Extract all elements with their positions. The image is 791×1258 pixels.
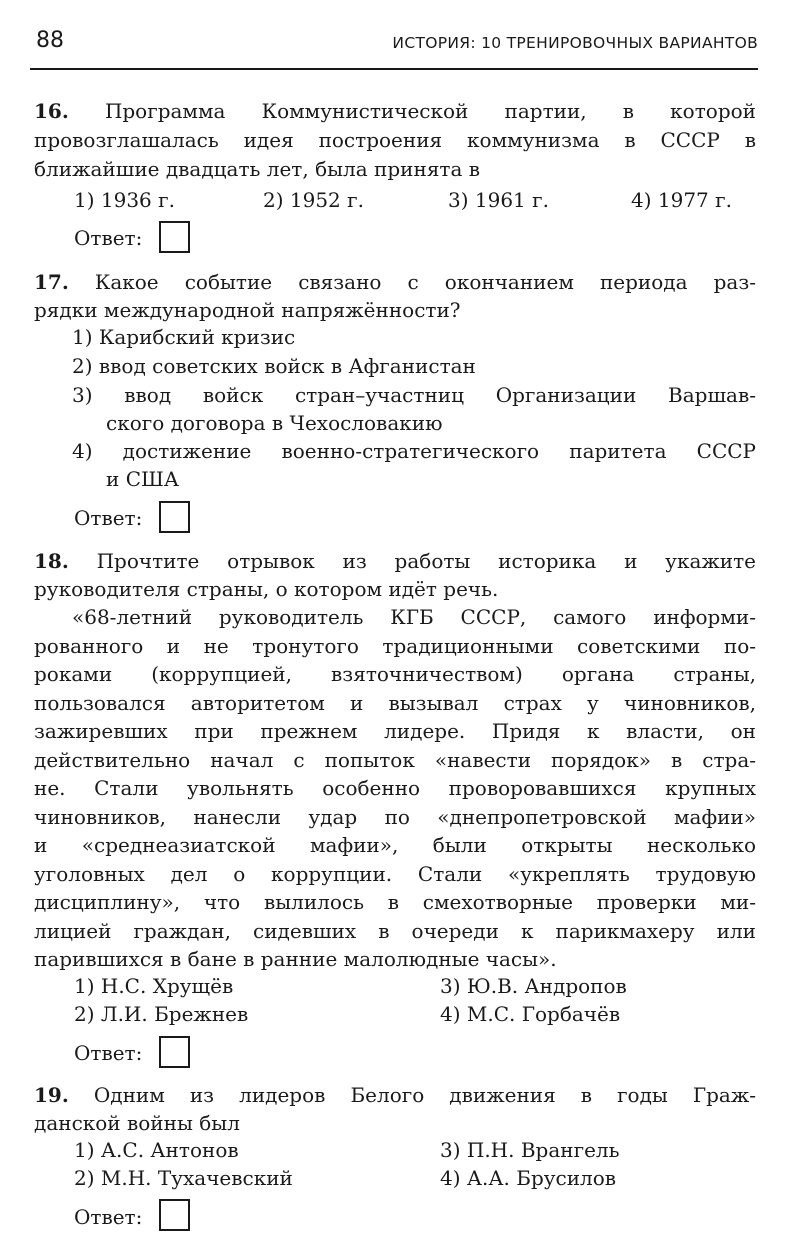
q18-number: 18.	[34, 549, 69, 573]
q16-option-2: 2) 1952 г.	[263, 188, 364, 212]
q19-number: 19.	[34, 1083, 69, 1107]
q18-quote-line-13: парившихся в бане в ранние малолюдные часы».	[34, 947, 557, 971]
q18-option-4: 4) М.С. Горбачёв	[440, 1002, 621, 1026]
q18-quote-line-4: пользовался авторитетом и вызывал страх у чиновников,	[34, 691, 756, 715]
page-number: 88	[36, 28, 64, 53]
q16-options	[34, 186, 756, 214]
q16-answer-box[interactable]	[159, 221, 190, 253]
q18-quote-line-10: уголовных дел о коррупции. Стали «укреплять трудовую	[34, 862, 756, 886]
q19-option-2: 2) М.Н. Тухачевский	[74, 1166, 293, 1190]
q19-option-4: 4) А.А. Брусилов	[440, 1166, 617, 1190]
q18-option-1: 1) Н.С. Хрущёв	[74, 974, 234, 998]
q17-option-4-cont: и США	[106, 467, 179, 491]
q17-answer-label: Ответ:	[74, 506, 143, 530]
q19-line-2: данской войны был	[34, 1111, 240, 1135]
q19-option-3: 3) П.Н. Врангель	[440, 1138, 620, 1162]
q18-quote-line-3: роками (коррупцией, взяточничеством) органа страны,	[34, 662, 756, 686]
q17-line-2: рядки международной напряжённости?	[34, 298, 461, 322]
q17-option-2: 2) ввод советских войск в Афганистан	[72, 354, 476, 378]
q18-quote-line-9: и «среднеазиатской мафии», были открыты несколько	[34, 833, 756, 857]
q16-option-3: 3) 1961 г.	[448, 188, 549, 212]
q16-number: 16.	[34, 99, 69, 123]
q17-option-4: 4) достижение военно-стратегического паритета СССР	[72, 439, 757, 463]
q18-answer-box[interactable]	[159, 1036, 190, 1068]
q19-answer-box[interactable]	[159, 1199, 190, 1231]
q18-option-3: 3) Ю.В. Андропов	[440, 974, 627, 998]
q17-option-3: 3) ввод войск стран–участниц Организации Варшав-	[72, 383, 756, 407]
q16-line-3: ближайшие двадцать лет, была принята в	[34, 157, 481, 181]
q19-options-row-2	[34, 1164, 756, 1192]
q17-line-1: 17. Какое событие связано с окончанием периода раз-	[34, 270, 756, 294]
q19-line-1: 19. Одним из лидеров Белого движения в годы Граж-	[34, 1083, 757, 1107]
q16-line-2: провозглашалась идея построения коммунизма в СССР в	[34, 128, 756, 152]
q18-line-1: 18. Прочтите отрывок из работы историка и укажите	[34, 549, 757, 573]
q16-option-1: 1) 1936 г.	[74, 188, 175, 212]
q16-answer-label: Ответ:	[74, 226, 143, 250]
q16-line-1: 16. Программа Коммунистической партии, в которой	[34, 99, 757, 123]
q19-answer-label: Ответ:	[74, 1205, 143, 1229]
q18-line-2: руководителя страны, о котором идёт речь.	[34, 577, 499, 601]
q18-answer-label: Ответ:	[74, 1041, 143, 1065]
q18-quote-line-11: дисциплину», что вылилось в смехотворные проверки ми-	[34, 890, 756, 914]
page-header	[30, 24, 758, 70]
q18-quote-line-1: «68-летний руководитель КГБ СССР, самого информи-	[72, 605, 756, 629]
q17-option-3-cont: ского договора в Чехословакию	[106, 411, 443, 435]
running-title: ИСТОРИЯ: 10 ТРЕНИРОВОЧНЫХ ВАРИАНТОВ	[392, 34, 758, 52]
q16-option-4: 4) 1977 г.	[631, 188, 732, 212]
q18-quote-line-6: действительно начал с попыток «навести порядок» в стра-	[34, 748, 756, 772]
q18-quote-line-7: не. Стали увольнять особенно проворовавшихся крупных	[34, 776, 756, 800]
q18-quote-line-12: лицией граждан, сидевших в очереди к парикмахеру или	[34, 919, 756, 943]
q18-quote-line-2: рованного и не тронутого традиционными советскими по-	[34, 634, 756, 658]
q18-options-row-2	[34, 1000, 756, 1028]
q17-number: 17.	[34, 270, 69, 294]
q17-answer-box[interactable]	[159, 501, 190, 533]
q18-options-row-1	[34, 972, 756, 1000]
q19-options-row-1	[34, 1136, 756, 1164]
q18-quote-line-8: чиновников, нанесли удар по «днепропетровской мафии»	[34, 805, 756, 829]
q17-option-1: 1) Карибский кризис	[72, 325, 296, 349]
q18-quote-line-5: зажиревших при прежнем лидере. Придя к власти, он	[34, 719, 756, 743]
q18-option-2: 2) Л.И. Брежнев	[74, 1002, 249, 1026]
q19-option-1: 1) А.С. Антонов	[74, 1138, 239, 1162]
